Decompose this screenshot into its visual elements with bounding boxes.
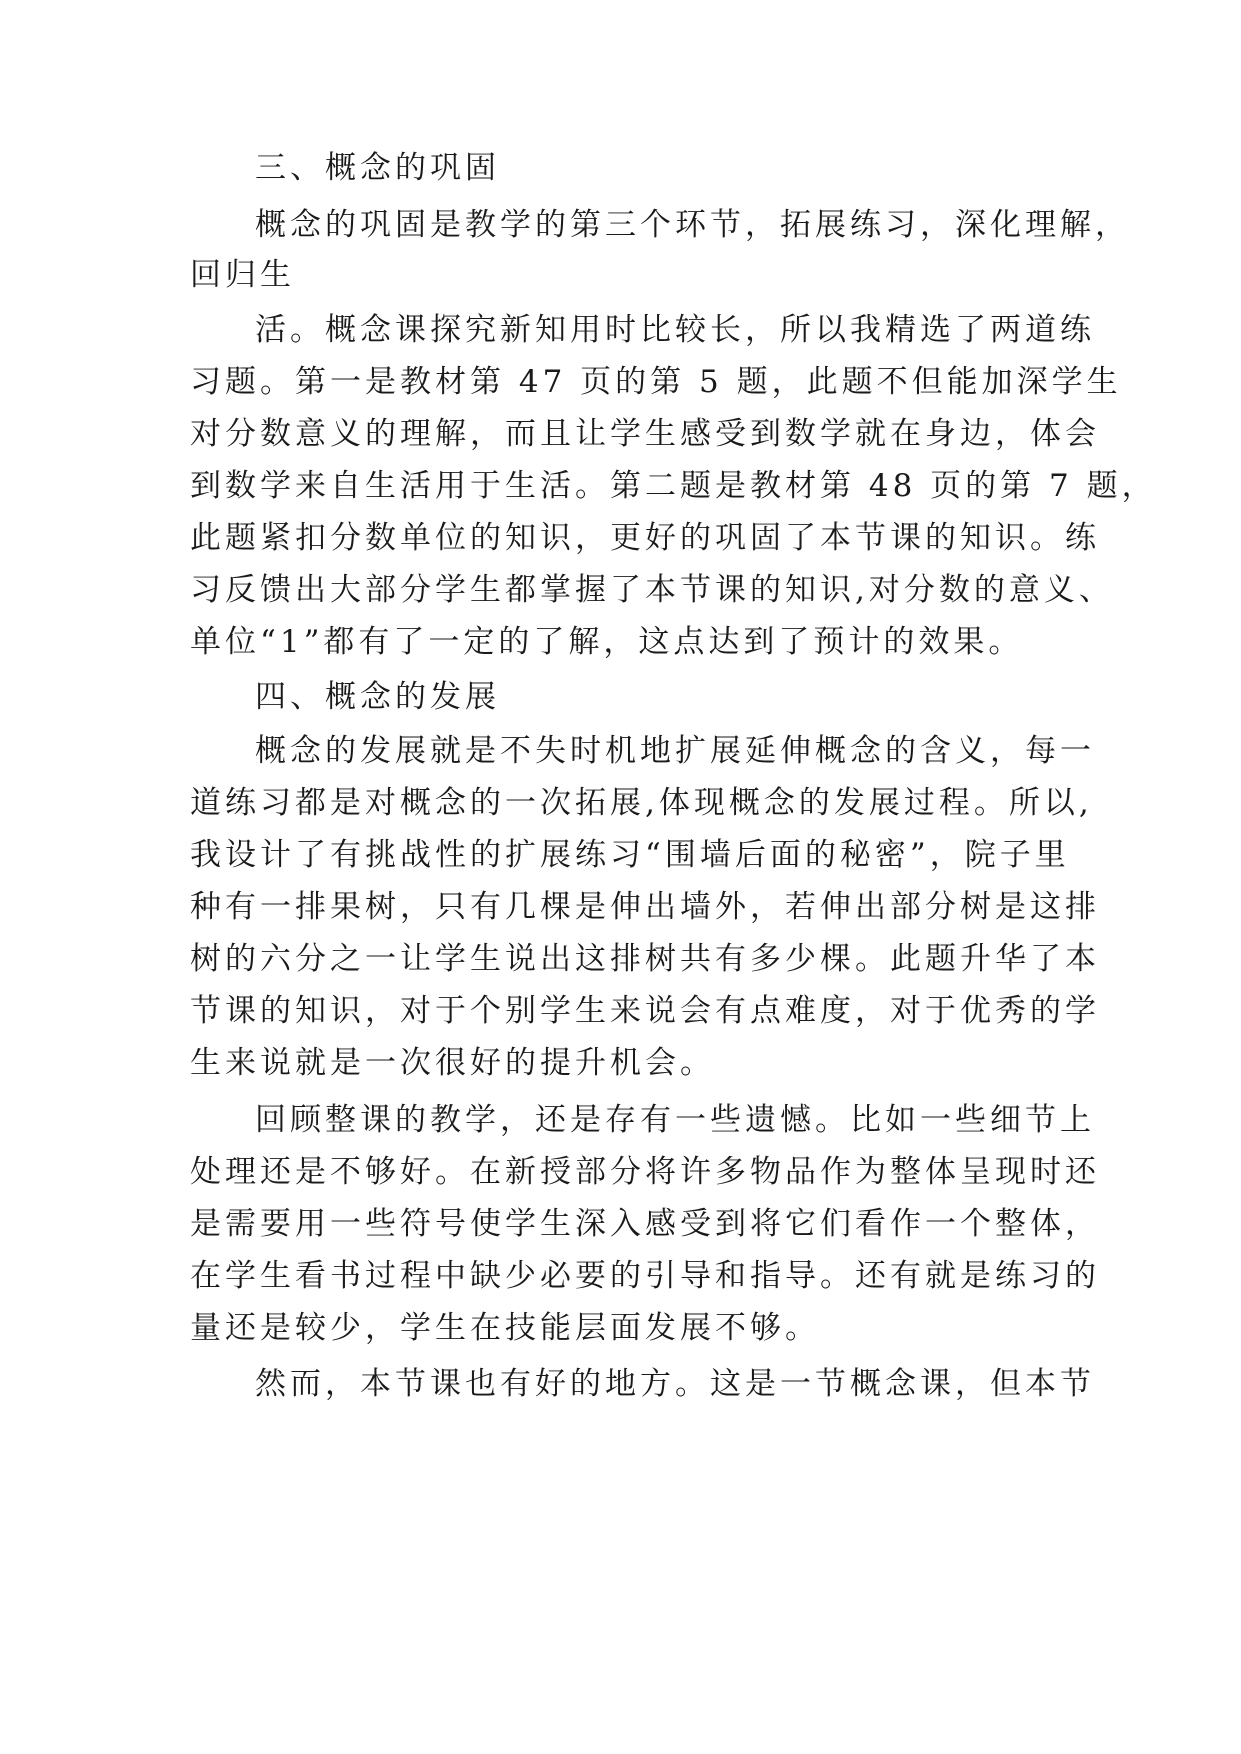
paragraph-line: 单位“1”都有了一定的了解，这点达到了预计的效果。	[190, 624, 1024, 660]
paragraph-line: 概念的巩固是教学的第三个环节，拓展练习，深化理解，	[255, 207, 1130, 243]
paragraph-line: 回归生	[190, 257, 295, 293]
paragraph-line: 此题紧扣分数单位的知识，更好的巩固了本节课的知识。练	[190, 520, 1100, 556]
section-heading-consolidation: 三、概念的巩固	[255, 150, 500, 186]
paragraph-line: 道练习都是对概念的一次拓展,体现概念的发展过程。所以,	[190, 785, 1093, 821]
paragraph-line: 习题。第一是教材第 47 页的第 5 题，此题不但能加深学生	[190, 364, 1122, 400]
paragraph-line: 活。概念课探究新知用时比较长，所以我精选了两道练	[255, 312, 1095, 348]
paragraph-line: 习反馈出大部分学生都掌握了本节课的知识,对分数的意义、	[190, 572, 1114, 608]
paragraph-line: 生来说就是一次很好的提升机会。	[190, 1045, 715, 1081]
paragraph-line: 然而，本节课也有好的地方。这是一节概念课，但本节	[255, 1366, 1095, 1402]
section-heading-development: 四、概念的发展	[255, 679, 500, 715]
paragraph-line: 在学生看书过程中缺少必要的引导和指导。还有就是练习的	[190, 1258, 1100, 1294]
paragraph-line: 量还是较少，学生在技能层面发展不够。	[190, 1310, 820, 1346]
paragraph-line: 到数学来自生活用于生活。第二题是教材第 48 页的第 7 题，	[190, 468, 1157, 504]
paragraph-line: 是需要用一些符号使学生深入感受到将它们看作一个整体，	[190, 1206, 1100, 1242]
paragraph-line: 回顾整课的教学，还是存有一些遗憾。比如一些细节上	[255, 1102, 1095, 1138]
paragraph-line: 处理还是不够好。在新授部分将许多物品作为整体呈现时还	[190, 1154, 1100, 1190]
paragraph-line: 对分数意义的理解，而且让学生感受到数学就在身边，体会	[190, 416, 1100, 452]
paragraph-line: 节课的知识，对于个别学生来说会有点难度，对于优秀的学	[190, 993, 1100, 1029]
paragraph-line: 树的六分之一让学生说出这排树共有多少棵。此题升华了本	[190, 941, 1100, 977]
paragraph-line: 种有一排果树，只有几棵是伸出墙外，若伸出部分树是这排	[190, 889, 1100, 925]
paragraph-line: 概念的发展就是不失时机地扩展延伸概念的含义，每一	[255, 733, 1095, 769]
paragraph-line: 我设计了有挑战性的扩展练习“围墙后面的秘密”，院子里	[190, 837, 1070, 873]
